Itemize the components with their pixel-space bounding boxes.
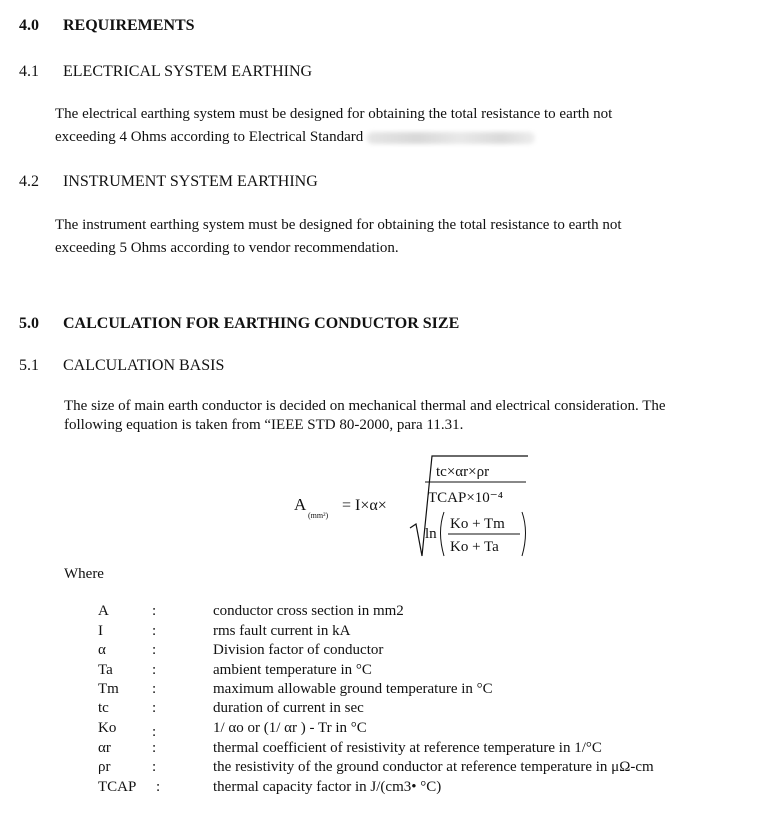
formula-denominator: TCAP×10⁻⁴	[428, 490, 503, 506]
definition-description: the resistivity of the ground conductor at reference temperature in μΩ-cm	[213, 759, 654, 775]
section-4-1-paragraph	[55, 103, 735, 149]
formula-right-paren	[522, 512, 526, 556]
section-4-1-line-2-wrap	[55, 126, 735, 149]
redacted-standard-reference	[367, 132, 535, 144]
definition-colon: :	[152, 700, 157, 716]
definition-symbol: tc	[98, 700, 109, 716]
definition-colon: :	[152, 623, 157, 639]
formula-log-denominator: Ko + Ta	[450, 539, 499, 555]
where-label: Where	[64, 566, 104, 582]
definition-colon: :	[152, 603, 157, 619]
section-4-2-line-2: exceeding 5 Ohms according to vendor recommendation.	[55, 240, 399, 256]
definition-colon: :	[152, 681, 157, 697]
formula-log-label: ln	[425, 526, 437, 542]
definition-colon: :	[152, 662, 157, 678]
section-4-number: 4.0	[19, 17, 39, 34]
section-4-2-title: INSTRUMENT SYSTEM EARTHING	[63, 173, 318, 190]
formula-lhs-subscript: (mm²)	[308, 511, 329, 520]
definition-symbol: ρr	[98, 759, 111, 775]
formula-lhs: A	[294, 495, 307, 514]
definition-colon: :	[152, 724, 157, 740]
section-5-1-paragraph	[64, 397, 754, 435]
definition-symbol: TCAP	[98, 779, 137, 795]
definition-description: conductor cross section in mm2	[213, 603, 404, 619]
section-5-1-title: CALCULATION BASIS	[63, 357, 225, 374]
conductor-size-formula	[288, 452, 538, 562]
section-5-title: CALCULATION FOR EARTHING CONDUCTOR SIZE	[63, 315, 460, 332]
section-4-title: REQUIREMENTS	[63, 17, 195, 34]
formula-rhs-prefix: = I×α×	[342, 497, 387, 514]
section-4-1-number: 4.1	[19, 63, 39, 80]
definition-description: rms fault current in kA	[213, 623, 351, 639]
section-5-number: 5.0	[19, 315, 39, 332]
definition-colon: :	[152, 740, 157, 756]
section-5-1-number: 5.1	[19, 357, 39, 374]
definition-symbol: Ta	[98, 662, 113, 678]
definition-description: 1/ αo or (1/ αr ) - Tr in °C	[213, 720, 367, 736]
definition-description: duration of current in sec	[213, 700, 364, 716]
section-4-2-number: 4.2	[19, 173, 39, 190]
section-5-1-line-1: The size of main earth conductor is decided on mechanical thermal and electrical consideration. The	[64, 398, 666, 414]
definition-symbol: Tm	[98, 681, 119, 697]
definition-symbol: α	[98, 642, 106, 658]
definition-symbol: A	[98, 603, 109, 619]
formula-left-paren	[441, 512, 445, 556]
section-4-2-paragraph	[55, 214, 735, 260]
definition-colon: :	[156, 779, 161, 795]
definition-colon: :	[152, 759, 157, 775]
definition-description: maximum allowable ground temperature in °C	[213, 681, 493, 697]
formula-numerator: tc×αr×ρr	[436, 464, 490, 480]
definition-description: thermal capacity factor in J/(cm3• °C)	[213, 779, 442, 795]
section-5-1-line-2: following equation is taken from “IEEE STD 80-2000, para 11.31.	[64, 417, 464, 433]
formula-log-numerator: Ko + Tm	[450, 516, 505, 532]
definition-colon: :	[152, 642, 157, 658]
definition-description: ambient temperature in °C	[213, 662, 372, 678]
section-4-2-line-1: The instrument earthing system must be designed for obtaining the total resistance to earth not	[55, 217, 622, 233]
section-4-1-line-1: The electrical earthing system must be designed for obtaining the total resistance to earth not	[55, 106, 613, 122]
definition-symbol: I	[98, 623, 103, 639]
definition-symbol: αr	[98, 740, 111, 756]
section-4-1-title: ELECTRICAL SYSTEM EARTHING	[63, 63, 313, 80]
definition-description: Division factor of conductor	[213, 642, 384, 658]
section-4-1-line-2: exceeding 4 Ohms according to Electrical Standard	[55, 129, 364, 145]
definition-description: thermal coefficient of resistivity at reference temperature in 1/°C	[213, 740, 602, 756]
definition-symbol: Ko	[98, 720, 117, 736]
